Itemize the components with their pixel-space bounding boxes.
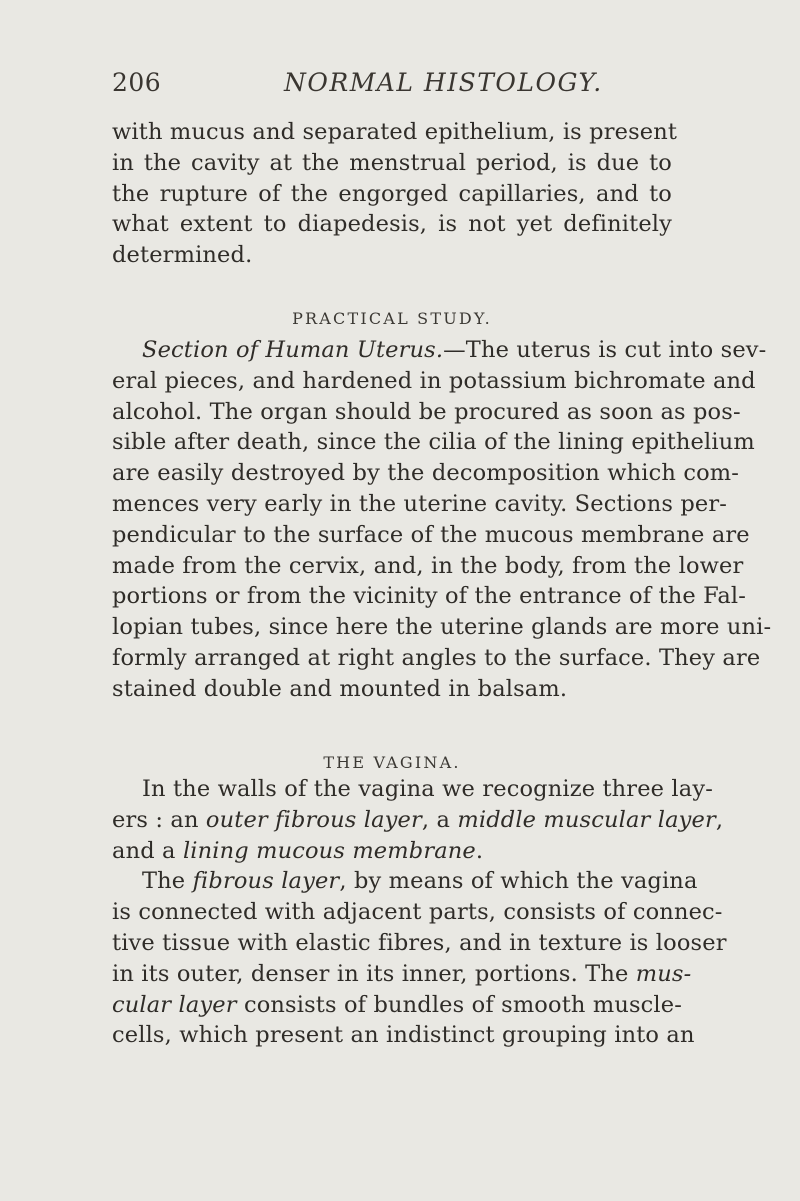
term-fibrous-layer: fibrous layer [192,868,340,895]
paragraph-vagina [112,774,727,1051]
text-line: In the walls of the vagina we recognize three lay- [142,776,713,802]
text-line: are easily destroyed by the decomposition which com- [112,460,740,487]
text-line: sible after death, since the cilia of the lining epithelium [112,429,755,456]
term-muscular-layer-end: cular layer [112,991,237,1018]
text-run: and a [112,837,183,864]
text-line: is connected with adjacent parts, consists of connec- [112,899,723,926]
text-line: eral pieces, and hardened in potassium bichromate and [112,367,756,394]
text-line [112,866,698,897]
text-line: with mucus and separated epithelium, is present [112,119,678,145]
text-run: The [142,868,193,895]
section-heading-the-vagina: THE VAGINA. [323,753,461,772]
text-line [112,990,682,1021]
paragraph-menstrual [112,117,678,271]
text-run: —The uterus is cut into sev- [443,337,767,363]
text-line: what extent to diapedesis, is not yet definitely [112,211,672,238]
text-line: portions or from the vicinity of the entrance of the Fal- [112,583,747,610]
text-line: pendicular to the surface of the mucous membrane are [112,521,750,548]
text-line [112,335,767,366]
text-run: , a [421,806,458,833]
text-line: in the cavity at the menstrual period, is due to [112,149,672,176]
text-line: mences very early in the uterine cavity. Sections per- [112,490,728,517]
page-number: 206 [112,68,162,97]
text-line: lopian tubes, since here the uterine glands are more uni- [112,614,772,641]
text-line [112,959,692,990]
text-run: , by means of which the vagina [339,868,698,895]
text-run: ers : an [112,806,206,833]
text-line: made from the cervix, and, in the body, from the lower [112,552,744,579]
text-line [112,805,724,836]
text-line: cells, which present an indistinct grouping into an [112,1022,695,1049]
text-run: in its outer, denser in its inner, portions. The [112,960,636,987]
text-run: , [715,806,724,833]
text-line: the rupture of the engorged capillaries, and to [112,180,672,207]
term-muscular-layer-start: mus- [635,960,692,987]
text-line: determined. [112,242,253,269]
text-line: formly arranged at right angles to the surface. They are [112,644,761,671]
text-line: stained double and mounted in balsam. [112,675,568,702]
subsection-title: Section of Human Uterus. [142,337,444,363]
term-outer-fibrous-layer: outer fibrous layer [205,806,422,833]
text-line [112,836,672,867]
text-run: . [475,837,484,864]
section-heading-practical-study: PRACTICAL STUDY. [292,309,492,328]
running-head [112,68,672,102]
running-title: NORMAL HISTOLOGY. [284,68,603,97]
text-run: consists of bundles of smooth muscle- [236,991,682,1018]
term-middle-muscular-layer: middle muscular layer [457,806,716,833]
text-line: alcohol. The organ should be procured as soon as pos- [112,398,741,425]
term-lining-mucous-membrane: lining mucous membrane [182,837,476,864]
paragraph-practical-study [112,335,772,705]
text-line: tive tissue with elastic fibres, and in texture is looser [112,929,727,956]
